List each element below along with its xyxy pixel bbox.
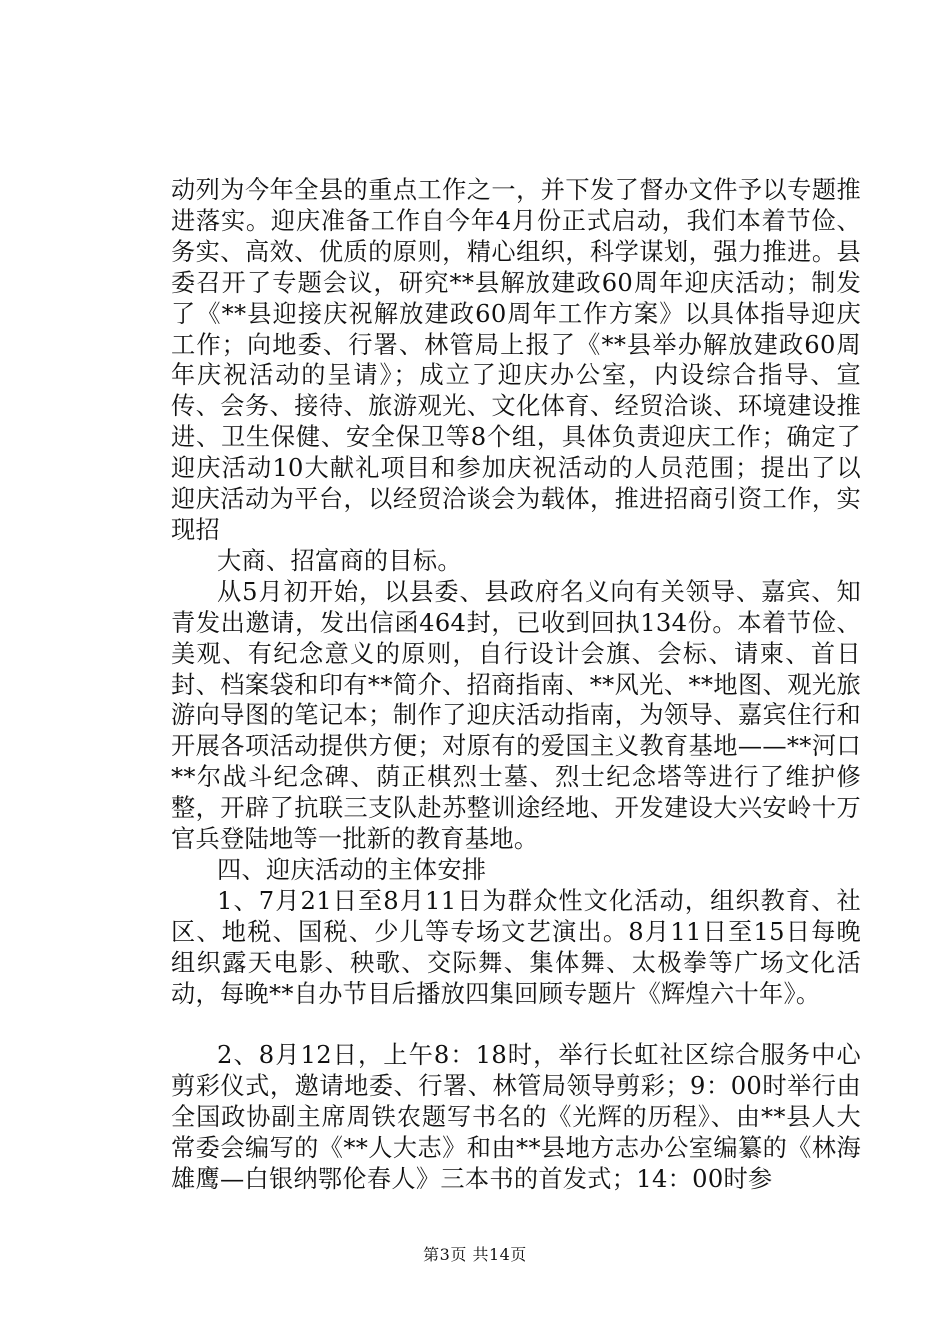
document-body xyxy=(171,175,861,1195)
paragraph-item-1-cultural-activities: 1、7月21日至8月11日为群众性文化活动，组织教育、社区、地税、国税、少儿等专场文艺演出。8月11日至15日每晚组织露天电影、秧歌、交际舞、集体舞、太极拳等广场文化活动，每晚**自办节目后播放四集回顾专题片《辉煌六十年》。 xyxy=(171,886,861,1008)
paragraph-preparation-work: 动列为今年全县的重点工作之一，并下发了督办文件予以专题推进落实。迎庆准备工作自今年4月份正式启动，我们本着节俭、务实、高效、优质的原则，精心组织，科学谋划，强力推进。县委召开了专题会议，研究**县解放建政60周年迎庆活动；制发了《**县迎接庆祝解放建政60周年工作方案》以具体指导迎庆工作；向地委、行署、林管局上报了《**县举办解放建政60周年庆祝活动的呈请》；成立了迎庆办公室，内设综合指导、宣传、会务、接待、旅游观光、文化体育、经贸洽谈、环境建设推进、卫生保健、安全保卫等8个组，具体负责迎庆工作；确定了迎庆活动10大献礼项目和参加庆祝活动的人员范围；提出了以迎庆活动为平台，以经贸洽谈会为载体，推进招商引资工作，实现招 xyxy=(171,176,861,544)
paragraph-invitations: 从5月初开始，以县委、县政府名义向有关领导、嘉宾、知青发出邀请，发出信函464封，已收到回执134份。本着节俭、美观、有纪念意义的原则，自行设计会旗、会标、请柬、首日封、档案袋和印有**简介、招商指南、**风光、**地图、观光旅游向导图的笔记本；制作了迎庆活动指南，为领导、嘉宾住行和开展各项活动提供方便；对原有的爱国主义教育基地——**河口**尔战斗纪念碑、荫正棋烈士墓、烈士纪念塔等进行了维护修整，开辟了抗联三支队赴苏整训途经地、开发建设大兴安岭十万官兵登陆地等一批新的教育基地。 xyxy=(171,577,861,854)
page-number-footer: 第3页 共14页 xyxy=(423,1245,527,1264)
section-heading-main-arrangements: 四、迎庆活动的主体安排 xyxy=(217,855,487,884)
paragraph-goal-continuation: 大商、招富商的目标。 xyxy=(217,546,462,575)
paragraph-item-2-august-12: 2、8月12日，上午8：18时，举行长虹社区综合服务中心剪彩仪式，邀请地委、行署、林管局领导剪彩；9：00时举行由全国政协副主席周铁农题写书名的《光辉的历程》、由**县人大常委会编写的《**人大志》和由**县地方志办公室编纂的《林海雄鹰—白银纳鄂伦春人》三本书的首发式；14：00时参 xyxy=(171,1041,861,1194)
